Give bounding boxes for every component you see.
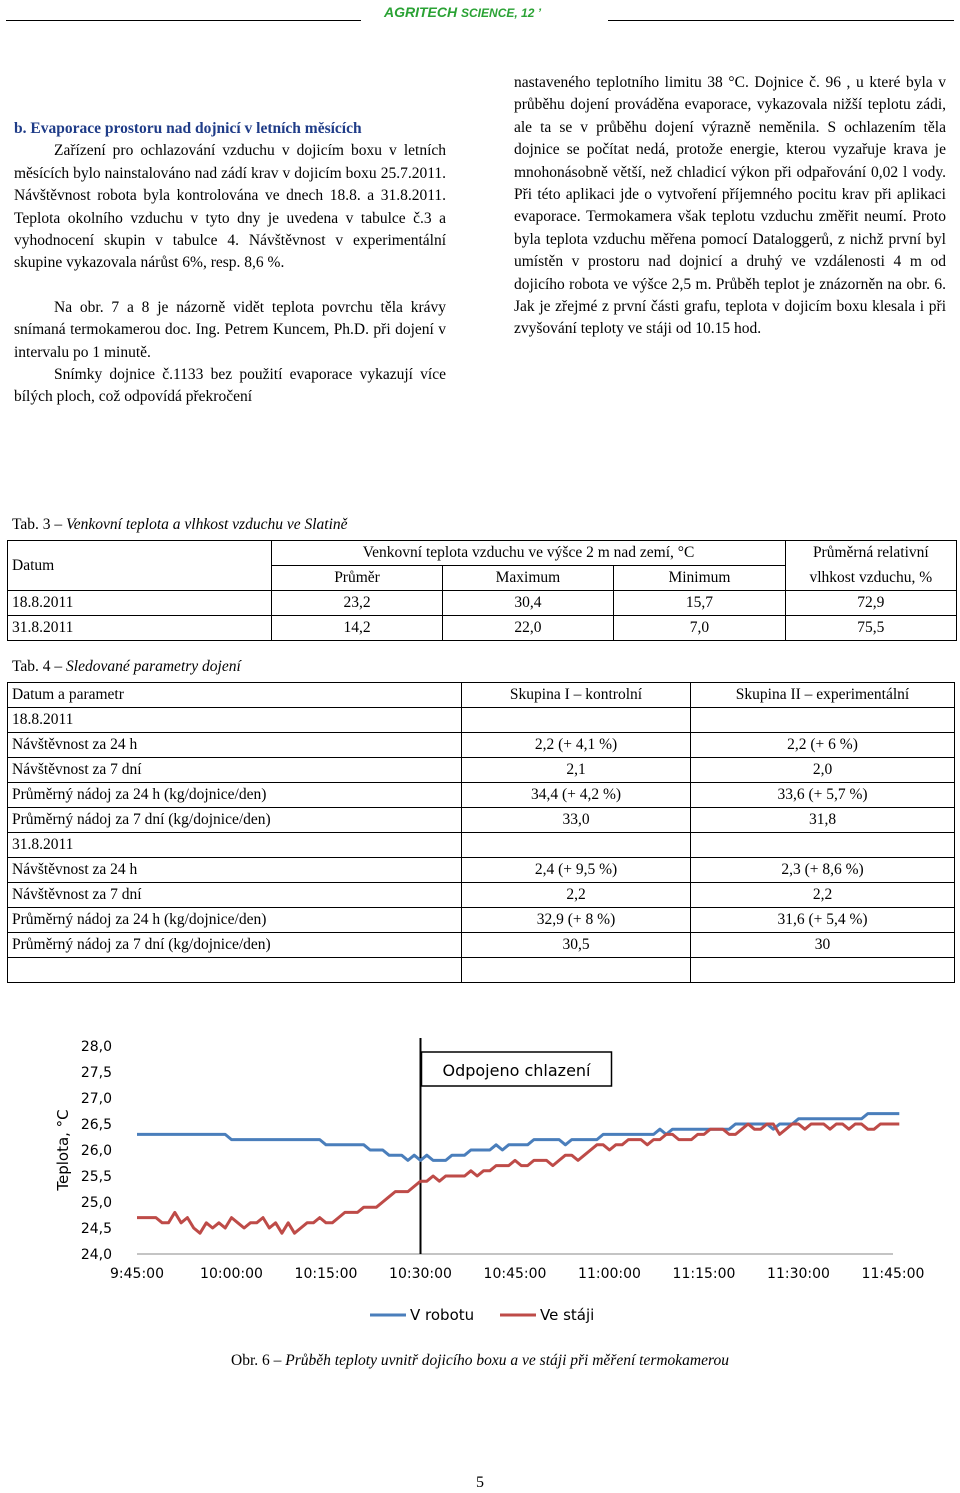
annotation-label: Odpojeno chlazení <box>442 1061 591 1080</box>
table-cell: Návštěvnost za 24 h <box>8 858 462 883</box>
table-cell: 31,8 <box>691 808 955 833</box>
table-cell: 2,0 <box>691 758 955 783</box>
y-tick-label: 25,5 <box>80 1169 112 1185</box>
table-cell <box>462 833 691 858</box>
table-cell: Průměrný nádoj za 7 dní (kg/dojnice/den) <box>8 808 462 833</box>
y-tick-label: 24,0 <box>80 1247 112 1263</box>
table-row <box>8 958 955 983</box>
table3-caption <box>12 516 348 534</box>
table-cell: 32,9 (+ 8 %) <box>462 908 691 933</box>
table3-header-min: Minimum <box>614 566 785 591</box>
table-row <box>8 858 955 883</box>
section-heading: b. Evaporace prostoru nad dojnicí v letních měsících <box>14 120 362 137</box>
y-tick-label: 27,0 <box>80 1091 112 1107</box>
table-cell: Návštěvnost za 24 h <box>8 733 462 758</box>
right-column <box>514 72 946 341</box>
y-tick-label: 25,0 <box>80 1195 112 1211</box>
table-cell <box>462 708 691 733</box>
y-tick-label: 24,5 <box>80 1221 112 1237</box>
table-cell: 7,0 <box>614 616 785 641</box>
table-cell <box>691 958 955 983</box>
table-cell: 30 <box>691 933 955 958</box>
figure-label: Obr. 6 <box>231 1352 270 1369</box>
header-rule-right <box>608 20 954 21</box>
table-cell: Návštěvnost za 7 dní <box>8 883 462 908</box>
table-cell: Průměrný nádoj za 24 h (kg/dojnice/den) <box>8 908 462 933</box>
table-cell: 15,7 <box>614 591 785 616</box>
table3-header-humidity-1: Průměrná relativní <box>785 541 956 566</box>
table-row <box>8 733 955 758</box>
table-milking <box>7 682 955 983</box>
table4-caption <box>12 658 241 676</box>
table-cell: 18.8.2011 <box>8 591 272 616</box>
table-cell: 75,5 <box>785 616 956 641</box>
table4-header-group2: Skupina II – experimentální <box>691 683 955 708</box>
table-cell: 2,1 <box>462 758 691 783</box>
x-tick-label: 11:15:00 <box>672 1266 736 1282</box>
x-tick-label: 10:00:00 <box>200 1266 263 1282</box>
table3-title: – Venkovní teplota a vlhkost vzduchu ve Slatině <box>50 516 348 533</box>
legend-label-robot: V robotu <box>410 1306 475 1324</box>
table-row <box>8 808 955 833</box>
table-row <box>8 933 955 958</box>
table4-header-param: Datum a parametr <box>8 683 462 708</box>
table3-header-date: Datum <box>8 541 272 591</box>
chart-svg <box>0 1020 960 1350</box>
x-tick-label: 11:45:00 <box>861 1266 925 1282</box>
table4-title: – Sledované parametry dojení <box>50 658 241 675</box>
table-cell: 14,2 <box>272 616 442 641</box>
table-cell: 23,2 <box>272 591 442 616</box>
table-row <box>8 616 957 641</box>
table-cell: 34,4 (+ 4,2 %) <box>462 783 691 808</box>
table-cell: 31.8.2011 <box>8 833 462 858</box>
paragraph-continuation: nastaveného teplotního limitu 38 °C. Dojnice č. 96 , u které byla v průběhu dojení prováděna evaporace, vykazovala nižší teplotu zádi, ale ta se v průběhu dojení výrazně neměnila. S ochlazením těla dojnice se počítat nedá, protože energie, kterou vyzařuje krava je mnohonásobně větší, než chladicí výkon při odpařování 0,02 l vody. Při této aplikaci jde o vytvoření příjemného pocitu krav při aplikaci evaporace. Termokamera však teplotu vzduchu změřit neumí. Proto byla teplota vzduchu měřena pomocí Dataloggerů, z nichž první byl umístěn v prostoru nad dojnicí a druhý ve vzdálenosti 4 m od dojicího robota ve výšce 2,5 m. Průběh teplot je znázorněn na obr. 6. Jak je zřejmé z první části grafu, teplota v dojicím boxu klesala i při zvyšování teploty ve stáji od 10.15 hod. <box>514 74 946 338</box>
legend-label-stable: Ve stáji <box>540 1306 595 1324</box>
y-tick-label: 26,0 <box>80 1143 112 1159</box>
table-cell: Návštěvnost za 7 dní <box>8 758 462 783</box>
table3-header-max: Maximum <box>442 566 614 591</box>
table-row <box>8 883 955 908</box>
y-axis-label: Teplota, °C <box>54 1109 72 1191</box>
series-line-robot <box>137 1114 899 1161</box>
page-number: 5 <box>476 1474 484 1491</box>
table-row <box>8 708 955 733</box>
table-cell: 2,2 <box>691 883 955 908</box>
table4-label: Tab. 4 <box>12 658 51 675</box>
table3-header-temp: Venkovní teplota vzduchu ve výšce 2 m nad zemí, °C <box>272 541 785 566</box>
table-cell: 30,5 <box>462 933 691 958</box>
table-row <box>8 908 955 933</box>
table-weather <box>7 540 957 641</box>
journal-issue: SCIENCE, 12 ’ <box>461 6 542 20</box>
table-cell: 31.8.2011 <box>8 616 272 641</box>
x-tick-label: 10:15:00 <box>294 1266 358 1282</box>
table3-header-avg: Průměr <box>272 566 442 591</box>
y-tick-label: 27,5 <box>80 1065 112 1081</box>
table-row <box>8 833 955 858</box>
table4-header-group1: Skupina I – kontrolní <box>462 683 691 708</box>
table-cell: 2,2 <box>462 883 691 908</box>
table-cell: 2,2 (+ 6 %) <box>691 733 955 758</box>
table-cell: 18.8.2011 <box>8 708 462 733</box>
x-tick-label: 11:30:00 <box>767 1266 830 1282</box>
table-row <box>8 758 955 783</box>
table-cell <box>462 958 691 983</box>
table-cell <box>691 833 955 858</box>
journal-header <box>384 4 541 20</box>
table-cell: 2,2 (+ 4,1 %) <box>462 733 691 758</box>
table-cell: 31,6 (+ 5,4 %) <box>691 908 955 933</box>
y-tick-label: 26,5 <box>80 1117 112 1133</box>
x-tick-label: 11:00:00 <box>578 1266 641 1282</box>
table-row <box>8 783 955 808</box>
table-cell: 2,4 (+ 9,5 %) <box>462 858 691 883</box>
table-cell: Průměrný nádoj za 24 h (kg/dojnice/den) <box>8 783 462 808</box>
table-cell: 72,9 <box>785 591 956 616</box>
x-tick-label: 10:30:00 <box>389 1266 452 1282</box>
table-cell: 33,0 <box>462 808 691 833</box>
figure-title: – Průběh teploty uvnitř dojicího boxu a ve stáji při měření termokamerou <box>269 1352 729 1369</box>
table-row <box>8 591 957 616</box>
header-rule-left <box>6 20 361 21</box>
temperature-chart <box>0 1020 960 1350</box>
y-tick-label: 28,0 <box>80 1039 112 1055</box>
table3-label: Tab. 3 <box>12 516 51 533</box>
paragraph-images: Snímky dojnice č.1133 bez použití evaporace vykazují více bílých ploch, což odpovídá překročení <box>14 366 446 406</box>
x-tick-label: 9:45:00 <box>110 1266 164 1282</box>
table-cell <box>691 708 955 733</box>
table-cell: 2,3 (+ 8,6 %) <box>691 858 955 883</box>
left-column <box>14 118 446 409</box>
x-tick-label: 10:45:00 <box>483 1266 547 1282</box>
journal-brand: AGRITECH <box>384 4 458 20</box>
figure-caption <box>0 1352 960 1370</box>
table-cell: Průměrný nádoj za 7 dní (kg/dojnice/den) <box>8 933 462 958</box>
table-cell <box>8 958 462 983</box>
paragraph-evaporation: Zařízení pro ochlazování vzduchu v dojicím boxu v letních měsících bylo nainstalováno nad zádí krav v dojicím boxu 25.7.2011. Návštěvnost robota byla kontrolována ve dnech 18.8. a 31.8.2011. Teplota okolního vzduchu v tyto dny je uvedena v tabulce č.3 a vyhodnocení skupin v tabulce 4. Návštěvnost v experimentální skupine vykazovala nárůst 6%, resp. 8,6 %. <box>14 142 446 272</box>
table-cell: 22,0 <box>442 616 614 641</box>
table-cell: 30,4 <box>442 591 614 616</box>
paragraph-thermocamera: Na obr. 7 a 8 je názorně vidět teplota povrchu těla krávy snímaná termokamerou doc. Ing. Petrem Kuncem, Ph.D. při dojení v intervalu po 1 minutě. <box>14 298 446 361</box>
table-cell: 33,6 (+ 5,7 %) <box>691 783 955 808</box>
table3-header-humidity-2: vlhkost vzduchu, % <box>785 566 956 591</box>
